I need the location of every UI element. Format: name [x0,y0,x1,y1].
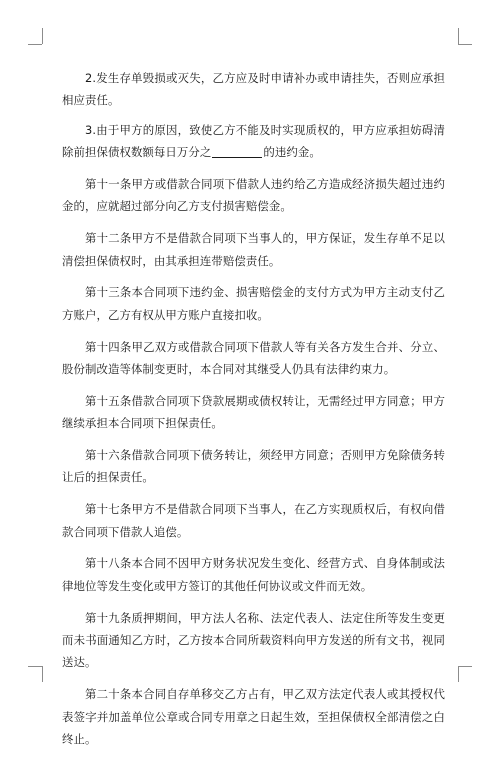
clause-19: 第十九条质押期间，甲方法人名称、法定代表人、法定住所等发生变更而未书面通知乙方时，乙方按本合同所载资料向甲方发送的所有文书，视同送达。 [62,610,445,670]
clause-12: 第十二条甲方不是借款合同项下当事人的，甲方保证，发生存单不足以清偿担保债权时，由其承担连带赔偿责任。 [62,231,445,268]
crop-mark-top-left-h [28,44,42,45]
crop-mark-bottom-left-v [42,666,43,682]
clause-11: 第十一条甲方或借款合同项下借款人违约给乙方造成经济损失超过违约金的，应就超过部分向乙方支付损害赔偿金。 [62,177,445,214]
clause-3-text-before: 3.由于甲方的原因，致使乙方不能及时实现质权的，甲方应承担妨碍清除前担保债权数额每日万分之 [62,122,445,160]
document-body [62,67,445,760]
clause-15: 第十五条借款合同项下贷款展期或债权转让，无需经过甲方同意；甲方继续承担本合同项下担保责任。 [62,393,445,431]
crop-mark-bottom-right-v [458,666,459,682]
clause-2: 2.发生存单毁损或灭失，乙方应及时申请补办或申请挂失，否则应承担相应责任。 [62,71,445,108]
clause-18: 第十八条本合同不因甲方财务状况发生变化、经营方式、自身体制或法律地位等发生变化或甲方签订的其他任何协议或文件而无效。 [62,556,445,593]
crop-mark-bottom-left-h [28,666,42,667]
clause-20: 第二十条本合同自存单移交乙方占有，甲乙双方法定代表人或其授权代表签字并加盖单位公章或合同专用章之日起生效，至担保债权全部清偿之白终止。 [62,687,445,747]
crop-mark-bottom-right-h [458,666,472,667]
clause-3-text-after: 的违约金。 [263,145,321,160]
penalty-rate-blank[interactable] [212,145,262,158]
clause-13: 第十三条本合同项下违约金、损害赔偿金的支付方式为甲方主动支付乙方账户，乙方有权从甲方账户直接扣收。 [62,285,445,322]
crop-mark-top-right-v [458,28,459,44]
clause-14: 第十四条甲乙双方或借款合同项下借款人等有关各方发生合并、分立、股份制改造等体制变更时，本合同对其继受人仍具有法律约束力。 [62,339,445,377]
clause-16: 第十六条借款合同项下债务转让，须经甲方同意；否则甲方免除债务转让后的担保责任。 [62,448,445,485]
clause-17: 第十七条甲方不是借款合同项下当事人，在乙方实现质权后，有权向借款合同项下借款人追偿。 [62,502,445,539]
crop-mark-top-right-h [458,44,472,45]
clause-3 [62,119,445,164]
crop-mark-top-left-v [42,28,43,44]
